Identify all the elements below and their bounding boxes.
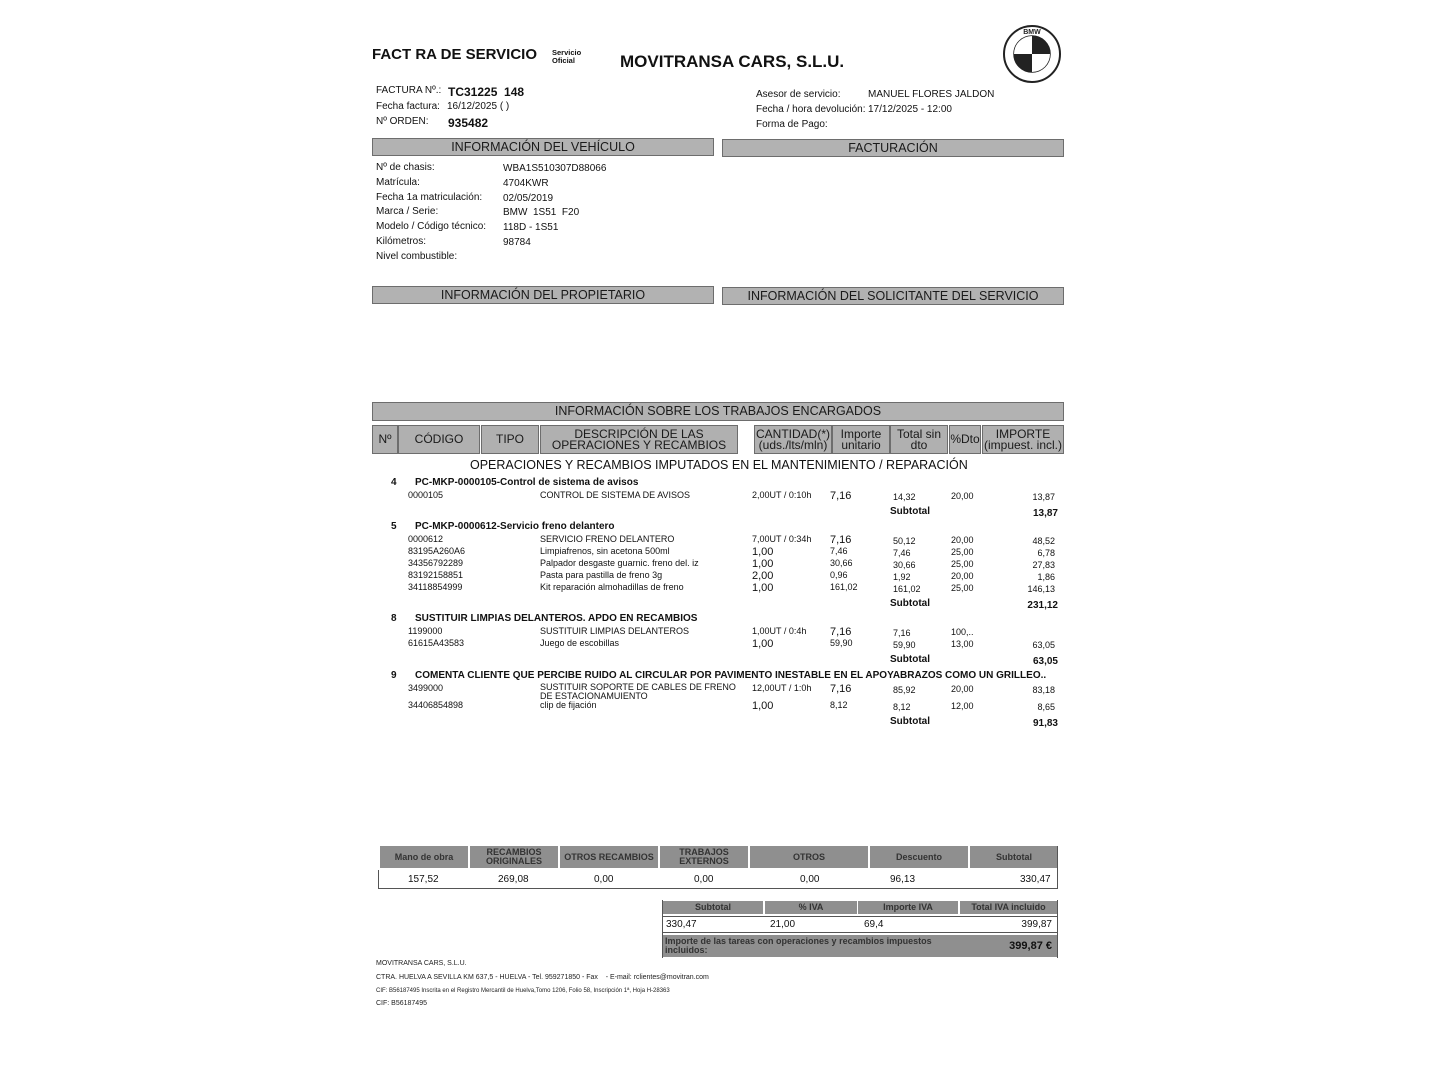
group-title: PC-MKP-0000612-Servicio freno delantero (415, 521, 615, 532)
item-code: 83192158851 (408, 570, 464, 580)
item-quantity: 1,00UT / 0:4h (752, 626, 807, 636)
item-total: 161,02 (893, 584, 921, 594)
totals-row-divider (1057, 846, 1058, 888)
item-total: 50,12 (893, 536, 916, 546)
iva-value: 330,47 (666, 919, 697, 930)
item-code: 61615A43583 (408, 638, 465, 648)
item-discount: 13,00 (951, 639, 974, 649)
item-code: 34356792289 (408, 558, 464, 568)
item-code: 83195A260A6 (408, 546, 466, 556)
totals-value: 0,00 (694, 874, 714, 885)
group-number: 5 (391, 521, 397, 532)
item-quantity: 7,00UT / 0:34h (752, 534, 812, 544)
group-title: COMENTA CLIENTE QUE PERCIBE RUIDO AL CIRCULAR POR PAVIMENTO INESTABLE EN EL APOYABRAZOS COMO UN GRILLEO.. (415, 670, 1047, 681)
vehicle-field-value: 98784 (503, 237, 531, 248)
table-header-cell: TIPO (481, 425, 539, 454)
item-discount: 100,.. (951, 627, 974, 637)
subtotal-label: Subtotal (890, 716, 930, 727)
totals-row-divider (378, 870, 379, 888)
item-unit-price: 8,12 (830, 700, 848, 710)
bmw-roundel-icon (1002, 24, 1062, 84)
item-unit-price: 30,66 (830, 558, 853, 568)
iva-header-cell: Subtotal (663, 901, 763, 914)
section-solicitante: INFORMACIÓN DEL SOLICITANTE DEL SERVICIO (722, 287, 1064, 305)
item-unit-price: 7,16 (830, 626, 852, 638)
table-header-cell: Nº (372, 425, 398, 454)
forma-pago-label: Forma de Pago: (756, 119, 828, 130)
item-unit-price: 7,46 (830, 546, 848, 556)
item-quantity: 2,00 (752, 570, 774, 582)
subtotal-value: 91,83 (1032, 718, 1058, 729)
totals-value: 0,00 (800, 874, 820, 885)
item-description: Pasta para pastilla de freno 3g (540, 570, 663, 580)
vehicle-field-label: Nivel combustible: (376, 250, 458, 262)
footer-address: CTRA. HUELVA A SEVILLA KM 637,5 - HUELVA - Tel. 959271850 - Fax - E-mail: rclientes@movitran.com (376, 974, 709, 981)
devolucion-value: 17/12/2025 - 12:00 (868, 104, 952, 115)
grand-total-label: Importe de las tareas con operaciones y recambios impuestos incluidos: (663, 935, 965, 957)
fecha-factura-value: 16/12/2025 ( ) (447, 101, 510, 112)
subtotal-value: 231,12 (1027, 600, 1058, 611)
item-quantity: 1,00 (752, 558, 774, 570)
section-facturacion: FACTURACIÓN (722, 139, 1064, 157)
group-number: 9 (391, 670, 397, 681)
totals-header-cell: OTROS (750, 846, 868, 868)
item-discount: 25,00 (951, 547, 974, 557)
item-description: SUSTITUIR SOPORTE DE CABLES DE FRENO DE ESTACIONAMUIENTO (540, 682, 736, 701)
item-unit-price: 7,16 (830, 534, 852, 546)
asesor-label: Asesor de servicio: (756, 89, 841, 100)
grand-total-value: 399,87 € (1009, 940, 1052, 952)
item-code: 0000105 (408, 490, 444, 500)
item-description: Juego de escobillas (540, 638, 620, 648)
totals-header-cell: TRABAJOS EXTERNOS (660, 846, 748, 868)
table-header-cell: %Dto (949, 425, 981, 454)
footer-registry: CIF: B56187495 Inscrita en el Registro Mercantil de Huelva,Tomo 1206, Folio 58, Inscripción 1ª, Hoja H-28363 (376, 988, 670, 994)
vehicle-field-label: Modelo / Código técnico: (376, 221, 487, 233)
totals-header-cell: Mano de obra (380, 846, 468, 868)
totals-header-cell: Subtotal (970, 846, 1058, 868)
item-amount: 27,83 (1032, 560, 1055, 570)
group-title: SUSTITUIR LIMPIAS DELANTEROS. APDO EN RECAMBIOS (415, 613, 698, 624)
item-description: Palpador desgaste guarnic. freno del. iz (540, 558, 699, 568)
item-quantity: 1,00 (752, 546, 774, 558)
item-total: 30,66 (893, 560, 916, 570)
item-discount: 20,00 (951, 491, 974, 501)
group-number: 8 (391, 613, 397, 624)
item-description: Kit reparación almohadillas de freno (540, 582, 684, 592)
orden-label: Nº ORDEN: (376, 116, 429, 127)
item-description: SERVICIO FRENO DELANTERO (540, 534, 675, 544)
item-code: 1199000 (408, 626, 443, 636)
totals-header-cell: Descuento (870, 846, 968, 868)
subtotal-label: Subtotal (890, 506, 930, 517)
item-quantity: 2,00UT / 0:10h (752, 490, 812, 500)
vehicle-field-label: Nº de chasis: (376, 162, 435, 173)
item-unit-price: 59,90 (830, 638, 853, 648)
factura-label: FACTURA Nº.: (376, 85, 442, 96)
item-description: Limpiafrenos, sin acetona 500ml (540, 546, 670, 556)
item-total: 8,12 (893, 702, 911, 712)
iva-header-cell: Importe IVA (858, 901, 958, 914)
item-amount: 48,52 (1032, 536, 1055, 546)
vehicle-field-value: WBA1S510307D88066 (503, 163, 607, 174)
item-unit-price: 7,16 (830, 490, 852, 502)
section-vehiculo: INFORMACIÓN DEL VEHÍCULO (372, 138, 714, 156)
item-amount: 146,13 (1027, 584, 1055, 594)
table-header-cell: CÓDIGO (398, 425, 480, 454)
document-title: FACT RA DE SERVICIO (372, 46, 538, 63)
vehicle-field-value: 02/05/2019 (503, 192, 554, 204)
item-discount: 20,00 (951, 535, 974, 545)
iva-box-line (662, 932, 1058, 933)
subtotal-label: Subtotal (890, 598, 930, 609)
item-amount: 83,18 (1032, 685, 1055, 695)
item-code: 3499000 (408, 683, 444, 693)
iva-header-cell: Total IVA incluido (960, 901, 1057, 914)
item-unit-price: 7,16 (830, 683, 852, 695)
company-name: MOVITRANSA CARS, S.L.U. (620, 52, 845, 71)
vehicle-field-value: BMW 1S51 F20 (503, 207, 580, 219)
asesor-value: MANUEL FLORES JALDON (868, 89, 995, 100)
item-amount: 8,65 (1037, 702, 1055, 712)
item-code: 34406854898 (408, 700, 464, 710)
item-code: 0000612 (408, 534, 444, 544)
iva-value: 21,00 (770, 919, 796, 930)
item-quantity: 12,00UT / 1:0h (752, 683, 812, 693)
totals-header-cell: OTROS RECAMBIOS (560, 846, 658, 868)
item-amount: 1,86 (1037, 572, 1055, 582)
item-discount: 12,00 (951, 701, 974, 711)
vehicle-field-label: Marca / Serie: (376, 206, 439, 218)
item-discount: 25,00 (951, 583, 974, 593)
iva-value: 69,4 (864, 919, 884, 930)
bmw-logo (1002, 24, 1062, 84)
totals-value: 0,00 (594, 874, 614, 885)
iva-box-line (662, 916, 1058, 917)
group-number: 4 (391, 477, 397, 488)
factura-value: TC31225 148 (448, 85, 525, 99)
totals-value: 330,47 (1020, 874, 1051, 885)
bmw-letters: BMW (1023, 29, 1041, 36)
footer-cif: CIF: B56187495 (376, 1000, 427, 1007)
item-discount: 20,00 (951, 684, 974, 694)
item-total: 1,92 (893, 572, 911, 582)
item-total: 85,92 (893, 685, 916, 695)
item-description: clip de fijación (540, 700, 597, 710)
totals-value: 96,13 (890, 874, 916, 885)
table-header-cell: Importe unitario (832, 425, 890, 454)
item-amount: 6,78 (1037, 548, 1055, 558)
item-discount: 25,00 (951, 559, 974, 569)
service-tag: Servicio Oficial (552, 48, 582, 65)
item-unit-price: 161,02 (830, 582, 858, 592)
subtotal-label: Subtotal (890, 654, 930, 665)
subtotal-value: 63,05 (1032, 656, 1058, 667)
table-header-cell: DESCRIPCIÓN DE LAS OPERACIONES Y RECAMBIOS (540, 425, 738, 454)
subtotal-value: 13,87 (1032, 508, 1058, 519)
section-propietario: INFORMACIÓN DEL PROPIETARIO (372, 286, 714, 304)
vehicle-field-value: 4704KWR (503, 177, 549, 189)
item-unit-price: 0,96 (830, 570, 848, 580)
iva-header-cell: % IVA (765, 901, 857, 914)
item-total: 7,16 (893, 628, 911, 638)
vehicle-field-label: Fecha 1a matriculación: (376, 191, 483, 203)
group-title: PC-MKP-0000105-Control de sistema de avisos (415, 477, 639, 488)
item-amount: 13,87 (1032, 492, 1055, 502)
item-description: CONTROL DE SISTEMA DE AVISOS (540, 490, 691, 500)
table-header-cell: CANTIDAD(*) (uds./lts/mln) (754, 425, 832, 454)
vehicle-field-label: Matrícula: (376, 176, 420, 188)
table-header-cell: IMPORTE (impuest. incl.) (982, 425, 1064, 454)
item-code: 34118854999 (408, 582, 463, 592)
vehicle-field-value: 118D - 1S51 (503, 222, 559, 234)
item-total: 59,90 (893, 640, 916, 650)
item-description: SUSTITUIR LIMPIAS DELANTEROS (540, 626, 690, 636)
item-amount: 63,05 (1032, 640, 1055, 650)
operations-title: OPERACIONES Y RECAMBIOS IMPUTADOS EN EL MANTENIMIENTO / REPARACIÓN (470, 458, 968, 472)
vehicle-field-label: Kilómetros: (376, 236, 427, 247)
totals-header-cell: RECAMBIOS ORIGINALES (470, 846, 558, 868)
item-total: 14,32 (893, 492, 916, 502)
item-quantity: 1,00 (752, 638, 774, 650)
item-quantity: 1,00 (752, 700, 774, 712)
totals-row-line (378, 888, 1058, 889)
item-total: 7,46 (893, 548, 911, 558)
table-header-cell: Total sin dto (890, 425, 948, 454)
section-trabajos: INFORMACIÓN SOBRE LOS TRABAJOS ENCARGADOS (372, 402, 1064, 421)
item-discount: 20,00 (951, 571, 974, 581)
iva-box-line (1057, 900, 1058, 958)
totals-value: 157,52 (408, 874, 439, 885)
footer-company: MOVITRANSA CARS, S.L.U. (376, 960, 467, 967)
orden-value: 935482 (448, 116, 489, 130)
totals-value: 269,08 (498, 874, 529, 885)
devolucion-label: Fecha / hora devolución: (756, 104, 866, 115)
iva-value: 399,87 (1021, 919, 1052, 930)
item-quantity: 1,00 (752, 582, 774, 594)
fecha-factura-label: Fecha factura: (376, 101, 440, 112)
